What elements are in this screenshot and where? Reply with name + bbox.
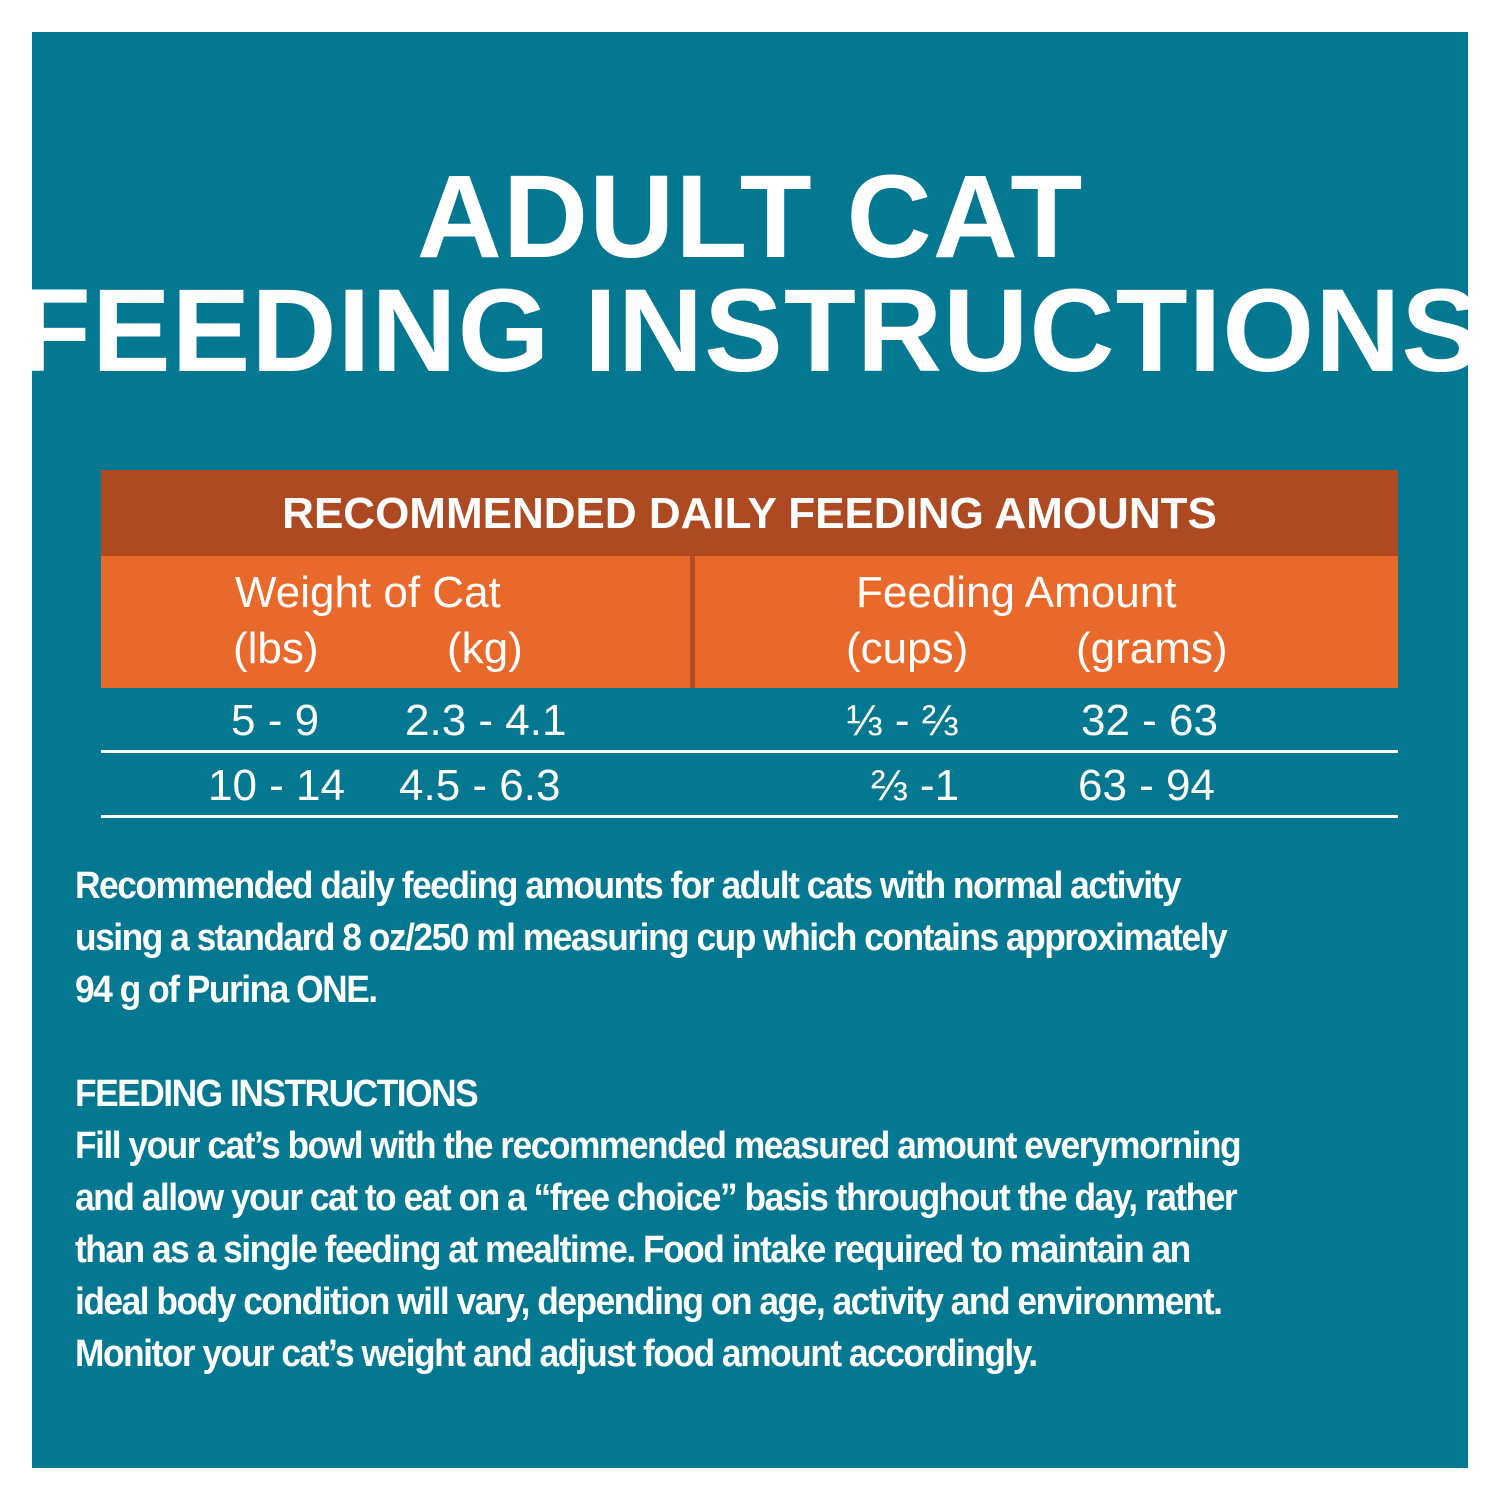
cups-cell: ⅓ - ⅔: [846, 696, 959, 745]
note-line: 94 g of Purina ONE.: [75, 969, 377, 1011]
table-row: [101, 688, 1398, 753]
feeding-column-label: Feeding Amount: [856, 568, 1177, 617]
grams-cell: 32 - 63: [1081, 696, 1218, 745]
table-subheader: [101, 556, 1398, 688]
table-row: [101, 753, 1398, 818]
kg-unit: (kg): [447, 624, 523, 673]
column-divider: [690, 556, 695, 688]
feeding-table: [101, 470, 1398, 818]
instructions-line: ideal body condition will vary, depending on age, activity and environment.: [75, 1281, 1222, 1323]
grams-unit: (grams): [1076, 624, 1228, 673]
feeding-instructions: [75, 1068, 1240, 1380]
lbs-cell: 10 - 14: [208, 761, 345, 810]
kg-cell: 4.5 - 6.3: [399, 761, 561, 810]
instructions-line: Monitor your cat’s weight and adjust food amount accordingly.: [75, 1333, 1037, 1375]
note-line: using a standard 8 oz/250 ml measuring cup which contains approximately: [75, 917, 1227, 959]
cups-cell: ⅔ -1: [871, 761, 960, 810]
instructions-line: Fill your cat’s bowl with the recommended measured amount everymorning: [75, 1125, 1241, 1167]
title-line-1: ADULT CAT: [416, 151, 1084, 283]
kg-cell: 2.3 - 4.1: [405, 696, 567, 745]
feeding-note: [75, 860, 1226, 1016]
lbs-unit: (lbs): [233, 624, 319, 673]
weight-column-label: Weight of Cat: [235, 568, 501, 617]
lbs-cell: 5 - 9: [231, 696, 320, 745]
instructions-heading: FEEDING INSTRUCTIONS: [75, 1073, 478, 1115]
title-line-2: FEEDING INSTRUCTIONS: [18, 265, 1482, 397]
note-line: Recommended daily feeding amounts for adult cats with normal activity: [75, 865, 1181, 907]
table-header: RECOMMENDED DAILY FEEDING AMOUNTS: [101, 470, 1398, 556]
grams-cell: 63 - 94: [1078, 761, 1215, 810]
instructions-line: and allow your cat to eat on a “free choice” basis throughout the day, rather: [75, 1177, 1237, 1219]
instructions-line: than as a single feeding at mealtime. Food intake required to maintain an: [75, 1229, 1190, 1271]
cups-unit: (cups): [846, 624, 969, 673]
